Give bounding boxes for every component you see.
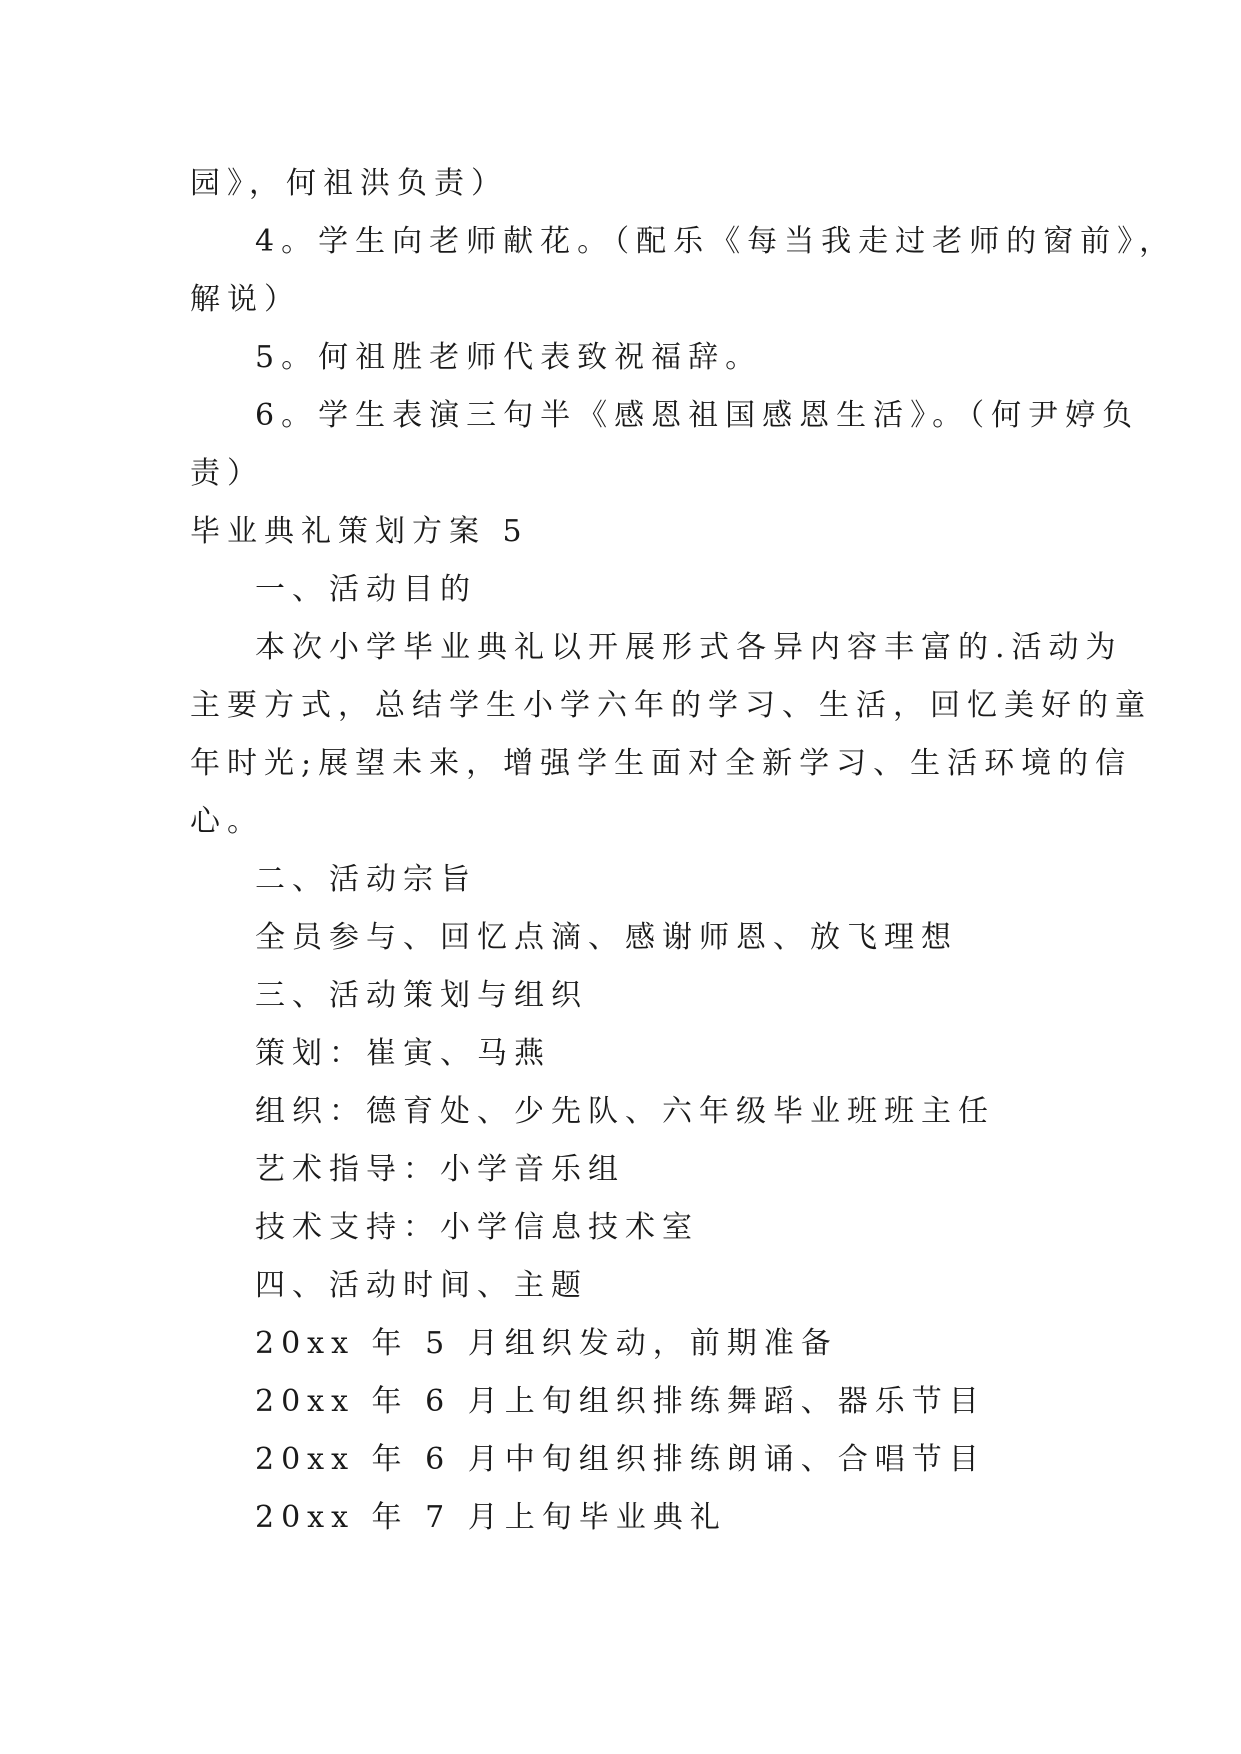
text-line: 4。学生向老师献花。（配乐《每当我走过老师的窗前》， <box>255 224 1177 259</box>
text-line: 6。学生表演三句半《感恩祖国感恩生活》。（何尹婷负 <box>255 398 1140 433</box>
text-line: 心。 <box>190 804 264 839</box>
text-line: 主要方式，总结学生小学六年的学习、生活，回忆美好的童 <box>190 688 1152 723</box>
text-line: 园》，何祖洪负责） <box>190 166 508 201</box>
text-line: 5。何祖胜老师代表致祝福辞。 <box>255 340 763 375</box>
section-heading: 四、活动时间、主题 <box>255 1268 588 1303</box>
text-line: 责） <box>190 456 264 491</box>
text-line: 20xx 年 6 月上旬组织排练舞蹈、器乐节目 <box>255 1384 986 1419</box>
text-line: 20xx 年 5 月组织发动，前期准备 <box>255 1326 838 1361</box>
section-heading: 三、活动策划与组织 <box>255 978 588 1013</box>
text-line: 本次小学毕业典礼以开展形式各异内容丰富的.活动为 <box>255 630 1123 665</box>
text-line: 20xx 年 7 月上旬毕业典礼 <box>255 1500 727 1535</box>
text-line: 20xx 年 6 月中旬组织排练朗诵、合唱节目 <box>255 1442 986 1477</box>
text-line: 解说） <box>190 282 301 317</box>
text-line: 全员参与、回忆点滴、感谢师恩、放飞理想 <box>255 920 958 955</box>
section-heading: 二、活动宗旨 <box>255 862 477 897</box>
section-title: 毕业典礼策划方案 5 <box>190 514 529 549</box>
text-line: 艺术指导：小学音乐组 <box>255 1152 625 1187</box>
text-line: 策划：崔寅、马燕 <box>255 1036 551 1071</box>
text-line: 组织：德育处、少先队、六年级毕业班班主任 <box>255 1094 995 1129</box>
text-line: 年时光;展望未来，增强学生面对全新学习、生活环境的信 <box>190 746 1133 781</box>
section-heading: 一、活动目的 <box>255 572 477 607</box>
text-line: 技术支持：小学信息技术室 <box>255 1210 699 1245</box>
